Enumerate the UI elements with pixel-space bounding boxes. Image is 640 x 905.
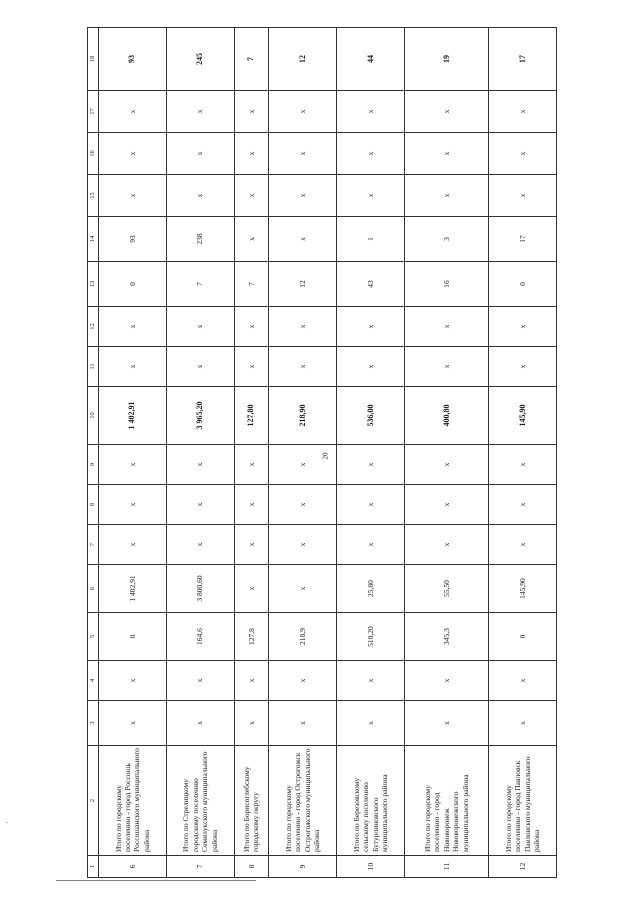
settlement-name: Итого по городскому поселению - город Павловск Павловского муниципального района (489, 746, 557, 856)
table-cell: х (489, 307, 557, 347)
table-cell: х (234, 175, 269, 217)
total-cell: 400,80 (404, 387, 488, 445)
total-cell: 218,90 (269, 387, 337, 445)
table-cell: 3 (404, 217, 488, 262)
table-cell: х (337, 701, 405, 746)
table-cell: х (269, 445, 337, 485)
table-cell: 7 (166, 262, 234, 307)
table-cell: х (269, 347, 337, 387)
settlement-name: Итого по Стрелицкому городскому поселению Семилукского муниципального района (166, 746, 234, 856)
table-cell: 7 (234, 262, 269, 307)
header-cell: 14 (88, 217, 99, 262)
table-cell: х (99, 525, 167, 565)
table-cell: х (166, 91, 234, 133)
header-cell: 15 (88, 175, 99, 217)
table-row (404, 28, 488, 878)
table-row (489, 28, 557, 878)
table-row (337, 28, 405, 878)
table-cell: х (99, 347, 167, 387)
table-cell: х (99, 445, 167, 485)
header-cell: 1 (88, 856, 99, 878)
table-cell: х (269, 91, 337, 133)
table-cell: х (489, 91, 557, 133)
header-cell: 2 (88, 746, 99, 856)
table-row (269, 28, 337, 878)
table-cell: х (234, 445, 269, 485)
table-cell: х (166, 307, 234, 347)
header-cell: 3 (88, 701, 99, 746)
table-cell: х (99, 307, 167, 347)
header-cell: 11 (88, 347, 99, 387)
table-cell: 17 (489, 217, 557, 262)
table-cell: х (489, 175, 557, 217)
table-cell: 0 (489, 613, 557, 661)
table-cell: х (404, 133, 488, 175)
rotated-table-container (87, 28, 557, 878)
table-cell: 1 402,91 (99, 565, 167, 613)
table-cell: х (234, 525, 269, 565)
table-cell: х (404, 347, 488, 387)
header-row (88, 28, 99, 878)
table-cell: 55,50 (404, 565, 488, 613)
header-cell: 9 (88, 445, 99, 485)
table-cell: 43 (337, 262, 405, 307)
table-cell: 1 (337, 217, 405, 262)
total-cell: 17 (489, 28, 557, 91)
table-cell: х (489, 661, 557, 701)
data-table (87, 27, 557, 878)
table-cell: х (337, 347, 405, 387)
total-cell: 3 965,20 (166, 387, 234, 445)
total-cell: 93 (99, 28, 167, 91)
table-cell: 145,90 (489, 565, 557, 613)
table-cell: х (404, 91, 488, 133)
table-cell: х (234, 307, 269, 347)
page-number: 20 (321, 452, 330, 460)
table-row (234, 28, 269, 878)
table-cell: х (166, 485, 234, 525)
table-cell: х (337, 485, 405, 525)
table-cell: х (489, 485, 557, 525)
table-row (166, 28, 234, 878)
row-number: 11 (404, 856, 488, 878)
total-cell: 19 (404, 28, 488, 91)
table-cell: х (269, 175, 337, 217)
table-cell: х (489, 445, 557, 485)
table-cell: х (404, 701, 488, 746)
table-cell: х (269, 701, 337, 746)
table-cell: х (234, 485, 269, 525)
table-cell: х (166, 525, 234, 565)
table-cell: х (404, 485, 488, 525)
table-cell: 0 (489, 262, 557, 307)
table-cell: 12 (269, 262, 337, 307)
table-cell: х (404, 175, 488, 217)
table-cell: 3 800,60 (166, 565, 234, 613)
table-cell: 93 (99, 217, 167, 262)
scan-mark (6, 822, 8, 823)
table-cell: х (404, 307, 488, 347)
header-cell: 7 (88, 525, 99, 565)
total-cell: 127,80 (234, 387, 269, 445)
table-cell: х (234, 133, 269, 175)
table-cell: х (489, 701, 557, 746)
total-cell: 7 (234, 28, 269, 91)
header-cell: 17 (88, 91, 99, 133)
header-cell: 8 (88, 485, 99, 525)
table-cell: х (337, 445, 405, 485)
table-cell: х (404, 661, 488, 701)
header-cell: 10 (88, 387, 99, 445)
table-cell: х (337, 661, 405, 701)
header-cell: 16 (88, 133, 99, 175)
table-cell: х (234, 217, 269, 262)
table-cell: 218,9 (269, 613, 337, 661)
table-cell: х (337, 133, 405, 175)
table-cell: х (489, 347, 557, 387)
table-cell: х (337, 525, 405, 565)
header-cell: 4 (88, 661, 99, 701)
footnote-divider (56, 880, 256, 881)
table-cell: х (166, 661, 234, 701)
header-cell: 5 (88, 613, 99, 661)
table-cell: х (166, 347, 234, 387)
table-cell: х (234, 347, 269, 387)
table-cell: х (269, 485, 337, 525)
row-number: 6 (99, 856, 167, 878)
table-cell: х (404, 445, 488, 485)
table-cell: х (489, 133, 557, 175)
row-number: 9 (269, 856, 337, 878)
settlement-name: Итого по городскому поселению - город Острогожск Острогожского муниципального района (269, 746, 337, 856)
table-cell: х (269, 307, 337, 347)
header-cell: 12 (88, 307, 99, 347)
total-cell: 12 (269, 28, 337, 91)
table-cell: 510,20 (337, 613, 405, 661)
table-cell: х (337, 175, 405, 217)
table-cell: х (99, 175, 167, 217)
table-cell: х (269, 133, 337, 175)
settlement-name: Итого по Березовскому сельскому поселению Бутурлиновского муниципального района (337, 746, 405, 856)
table-cell: 345,3 (404, 613, 488, 661)
table-cell: х (234, 565, 269, 613)
table-cell: х (234, 91, 269, 133)
total-cell: 44 (337, 28, 405, 91)
table-cell: х (166, 175, 234, 217)
total-cell: 1 402,91 (99, 387, 167, 445)
table-cell: х (489, 525, 557, 565)
settlement-name: Итого по Борисоглебскому городскому округу (234, 746, 269, 856)
table-cell: 16 (404, 262, 488, 307)
table-cell: х (269, 217, 337, 262)
settlement-name: Итого по городскому поселению - город Россошь Россошанского муниципального района (99, 746, 167, 856)
table-cell: х (234, 701, 269, 746)
table-cell: х (166, 445, 234, 485)
table-cell: х (269, 661, 337, 701)
settlement-name: Итого по городскому поселению - город Нововоронеж Нововоронежского муниципального района (404, 746, 488, 856)
table-cell: 238 (166, 217, 234, 262)
total-cell: 145,90 (489, 387, 557, 445)
row-number: 8 (234, 856, 269, 878)
row-number: 7 (166, 856, 234, 878)
table-cell: х (166, 133, 234, 175)
table-cell: 164,6 (166, 613, 234, 661)
table-cell: х (234, 661, 269, 701)
table-cell: 0 (99, 262, 167, 307)
header-cell: 13 (88, 262, 99, 307)
table-cell: 0 (99, 613, 167, 661)
total-cell: 245 (166, 28, 234, 91)
row-number: 12 (489, 856, 557, 878)
table-cell: х (337, 307, 405, 347)
table-cell: х (99, 661, 167, 701)
table-cell: х (269, 565, 337, 613)
table-cell: х (166, 701, 234, 746)
table-cell: 25,80 (337, 565, 405, 613)
table-cell: 127,8 (234, 613, 269, 661)
total-cell: 536,00 (337, 387, 405, 445)
table-cell: х (404, 525, 488, 565)
header-cell: 18 (88, 28, 99, 91)
table-cell: х (269, 525, 337, 565)
table-cell: х (99, 485, 167, 525)
table-row (99, 28, 167, 878)
table-cell: х (99, 133, 167, 175)
table-cell: х (99, 701, 167, 746)
row-number: 10 (337, 856, 405, 878)
table-cell: х (99, 91, 167, 133)
table-cell: х (337, 91, 405, 133)
header-cell: 6 (88, 565, 99, 613)
